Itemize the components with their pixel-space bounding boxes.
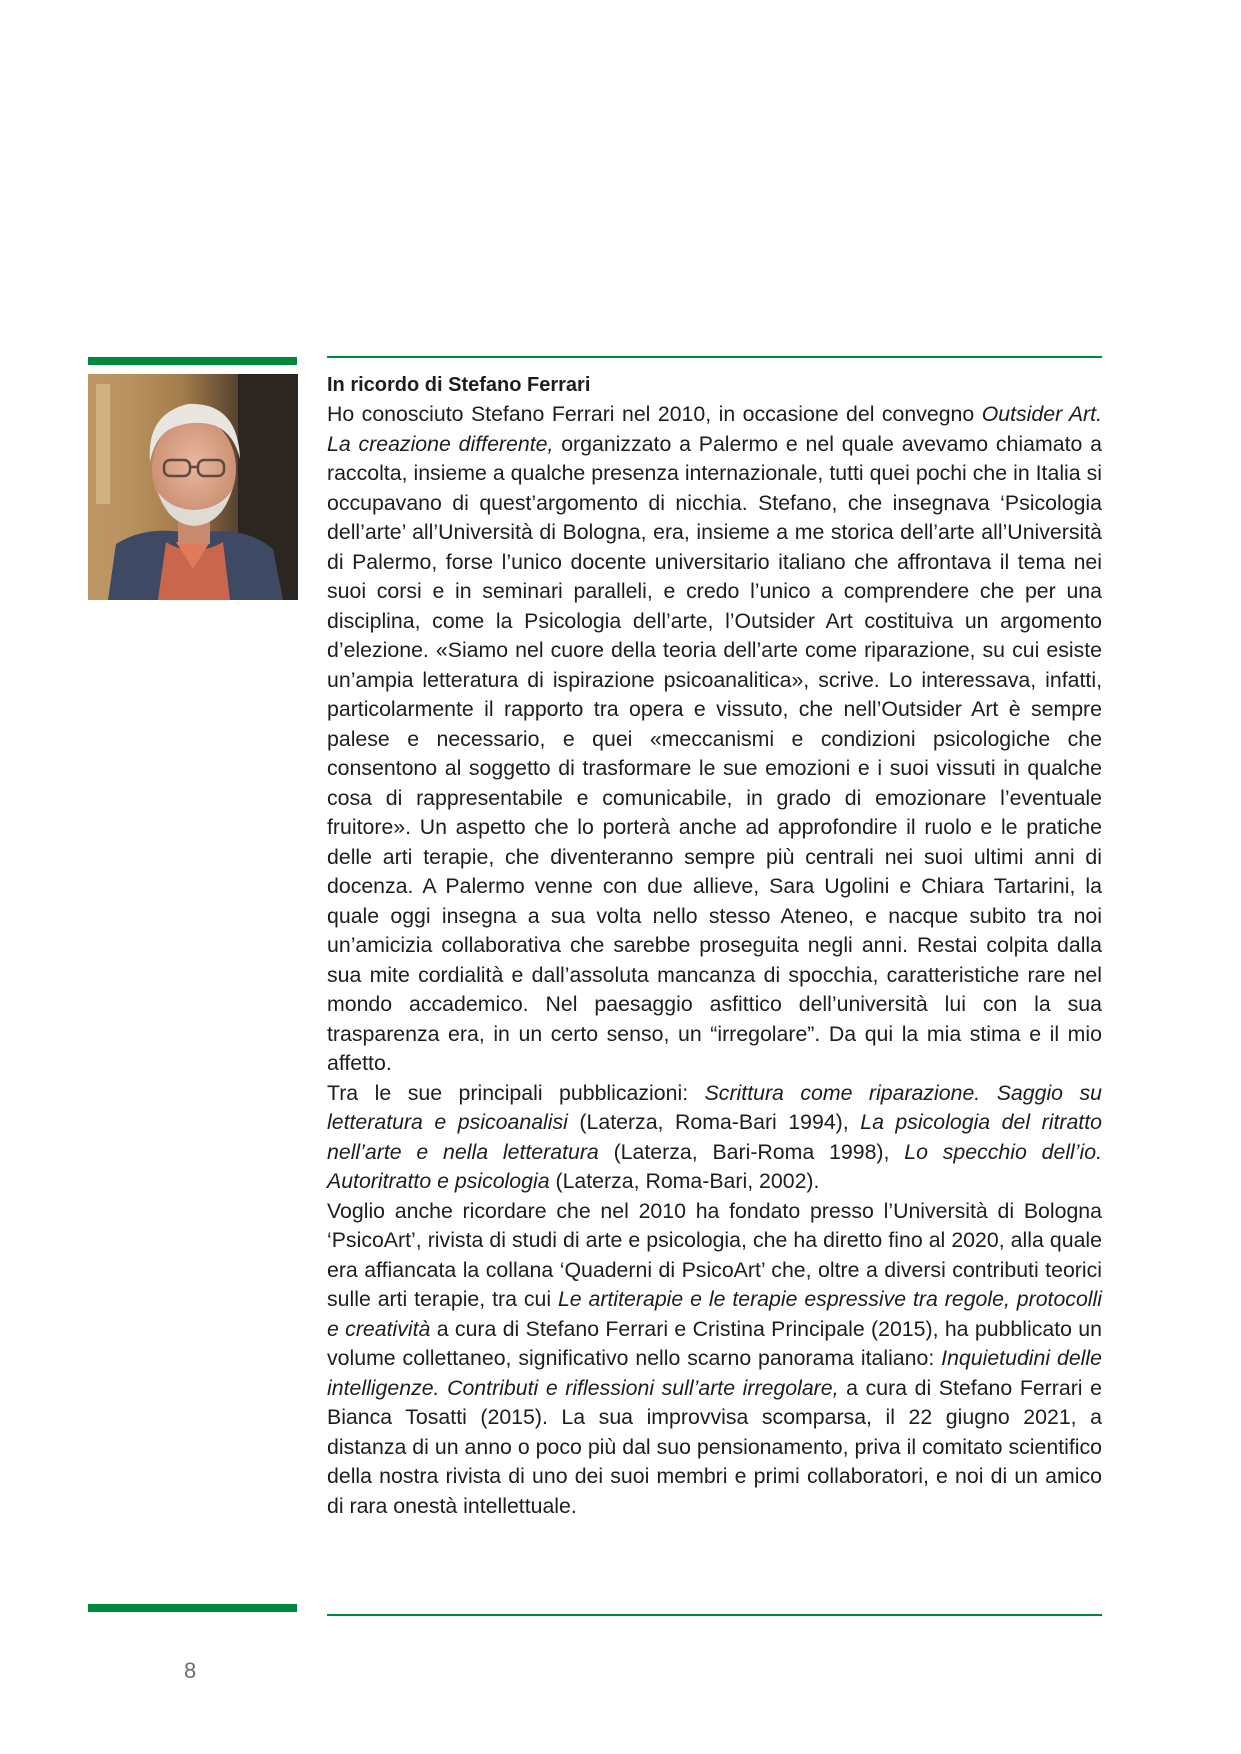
italic-title-5: Lo specchio dell’io. Autoritratto e psicologia: [327, 1139, 1103, 1193]
page-number: 8: [184, 1658, 197, 1683]
divider-top: [327, 356, 1102, 358]
text-run-4: (Laterza, Bari-Roma 1998),: [598, 1139, 905, 1164]
article-paragraph-1: [327, 400, 1102, 1079]
text-run-0: Voglio anche ricordare che nel 2010 ha fondato presso l’Università di Bologna ‘PsicoArt’, rivista di studi di arte e psicologia, che ha diretto fino al 2020, alla quale era affiancata la collana ‘Quaderni di PsicoArt’ che, oltre a diversi contributi teorici sulle arti terapie, tra cui: [327, 1198, 1102, 1311]
italic-title-1: Le artiterapie e le terapie espressive tra regole, protocolli e creatività: [327, 1287, 1102, 1341]
divider-bottom: [327, 1614, 1102, 1616]
accent-bar-top: [88, 357, 297, 365]
italic-title-1: Scrittura come riparazione. Saggio su letteratura e psicoanalisi: [327, 1080, 1102, 1134]
article-paragraph-3: [327, 1197, 1102, 1522]
text-run-6: (Laterza, Roma-Bari, 2002).: [549, 1169, 820, 1193]
portrait-photo: [88, 374, 298, 600]
text-run-0: Tra le sue principali pubblicazioni:: [327, 1080, 705, 1105]
italic-title-1: Outsider Art. La creazione differente,: [327, 402, 1102, 456]
text-run-4: a cura di Stefano Ferrari e Bianca Tosatti (2015). La sua improvvisa scomparsa, il 22 giugno 2021, a distanza di un anno o poco più dal suo pensionamento, priva il comitato scientifico della nostra rivista di uno dei suoi membri e primi collaboratori, e noi di un amico di rara onestà intellettuale.: [327, 1375, 1102, 1518]
accent-bar-bottom: [88, 1604, 297, 1612]
article-title: In ricordo di Stefano Ferrari: [327, 374, 591, 396]
text-run-0: Ho conosciuto Stefano Ferrari nel 2010, in occasione del convegno: [327, 402, 982, 426]
italic-title-3: Inquietudini delle intelligenze. Contributi e riflessioni sull’arte irregolare,: [327, 1346, 1102, 1400]
text-run-2: a cura di Stefano Ferrari e Cristina Principale (2015), ha pubblicato un volume collettaneo, significativo nello scarno panorama italiano:: [327, 1316, 1102, 1370]
article: [327, 371, 1102, 1521]
article-paragraph-2: [327, 1079, 1102, 1197]
italic-title-3: La psicologia del ritratto nell’arte e nella letteratura: [327, 1110, 1102, 1164]
text-run-2: (Laterza, Roma-Bari 1994),: [567, 1110, 861, 1134]
text-run-2: organizzato a Palermo e nel quale avevamo chiamato a raccolta, insieme a qualche presenza internazionale, tutti quei pochi che in Italia si occupavano di quest’argomento di nicchia. Stefano, che insegnava ‘Psicologia dell’arte’ all’Università di Bologna, era, insieme a me storica dell’arte all’Università di Palermo, forse l’unico docente universitario italiano che affrontava il tema nei suoi corsi e in seminari paralleli, e credo l’unico a comprendere che per una disciplina, come la Psicologia dell’arte, l’Outsider Art costituiva un argomento d’elezione. «Siamo nel cuore della teoria dell’arte come riparazione, su cui esiste un’ampia letteratura di ispirazione psicoanalitica», scrive. Lo interessava, infatti, particolarmente il rapporto tra opera e vissuto, che nell’Outsider Art è sempre palese e necessario, e quei «meccanismi e condizioni psicologiche che consentono al soggetto di trasformare le sue emozioni e i suoi vissuti in qualche cosa di rappresentabile e comunicabile, in grado di emozionare l’eventuale fruitore». Un aspetto che lo porterà anche ad approfondire il ruolo e le pratiche delle arti terapie, che diventeranno sempre più centrali nei suoi ultimi anni di docenza. A Palermo venne con due allieve, Sara Ugolini e Chiara Tartarini, la quale oggi insegna a sua volta nello stesso Ateneo, e nacque subito tra noi un’amicizia collaborativa che sarebbe proseguita negli anni. Restai colpita dalla sua mite cordialità e dall’assoluta mancanza di spocchia, caratteristiche rare nel mondo accademico. Nel paesaggio asfittico dell’università lui con la sua trasparenza era, in un certo senso, un “irregolare”. Da qui la mia stima e il mio affetto.: [327, 431, 1102, 1075]
